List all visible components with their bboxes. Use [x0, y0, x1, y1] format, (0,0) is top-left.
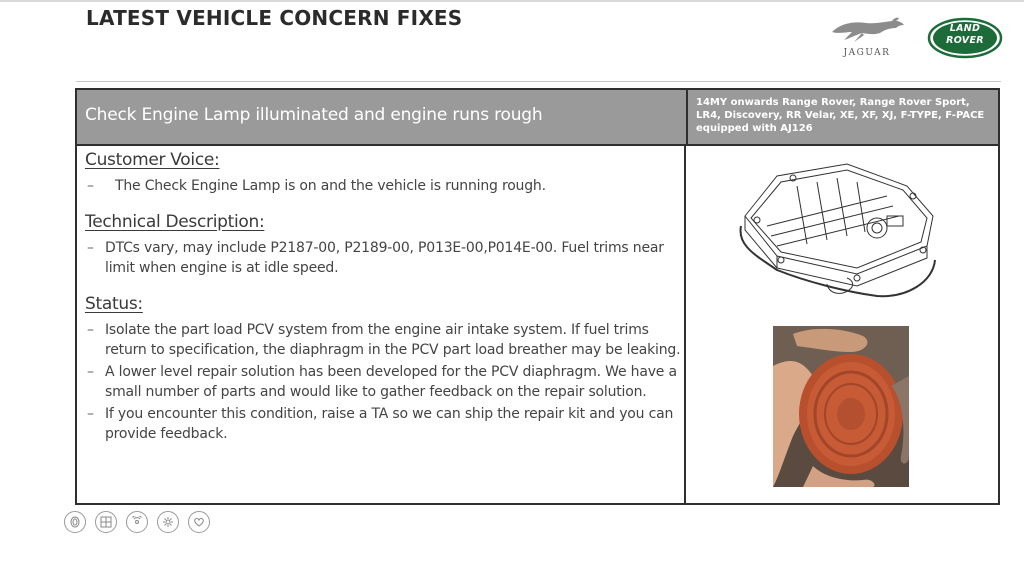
- status-heading: Status:: [85, 294, 143, 314]
- list-item: – A lower level repair solution has been developed for the PCV diaphragm. We have a small number of parts and would like to gather feedback on the repair solution.: [85, 362, 681, 402]
- land-rover-line2: ROVER: [946, 35, 984, 46]
- list-item: – DTCs vary, may include P2187-00, P2189-00, P013E-00,P014E-00. Fuel trims near limit when engine is at idle speed.: [85, 238, 681, 278]
- cam-cover-diagram: [737, 156, 937, 306]
- signal-icon[interactable]: [126, 511, 148, 533]
- top-border: [0, 0, 1024, 2]
- jaguar-logo: [826, 16, 908, 58]
- page-title: LATEST VEHICLE CONCERN FIXES: [86, 6, 463, 30]
- jaguar-wordmark: JAGUAR: [843, 48, 891, 58]
- grid-icon[interactable]: [95, 511, 117, 533]
- concern-title-cell: [77, 90, 686, 144]
- technical-description-section: [85, 212, 681, 278]
- status-list: [85, 320, 681, 444]
- concern-details: [85, 150, 681, 460]
- jaguar-leaper-icon: [826, 16, 908, 46]
- list-item: – Isolate the part load PCV system from the engine air intake system. If fuel trims return to specification, the diaphragm in the PCV part load breather may be leaking.: [85, 320, 681, 360]
- land-rover-wordmark: [927, 23, 1003, 47]
- land-rover-logo: [927, 17, 1003, 59]
- header-row-divider: [77, 144, 998, 146]
- list-item: – If you encounter this condition, raise a TA so we can ship the repair kit and you can provide feedback.: [85, 404, 681, 444]
- customer-voice-list: [85, 176, 681, 196]
- technical-description-heading: Technical Description:: [85, 212, 265, 232]
- fingerprint-icon[interactable]: [64, 511, 86, 533]
- land-rover-line1: LAND: [949, 23, 981, 34]
- applicability-cell: [686, 90, 998, 144]
- concern-title: Check Engine Lamp illuminated and engine runs rough: [85, 105, 543, 125]
- column-divider: [684, 144, 686, 503]
- header-divider: [76, 81, 1001, 82]
- concern-card: [75, 88, 1000, 505]
- status-section: [85, 294, 681, 444]
- gear-icon[interactable]: [157, 511, 179, 533]
- applicability-text: 14MY onwards Range Rover, Range Rover Sport, LR4, Discovery, RR Velar, XE, XF, XJ, F-TYPE, F-PACE equipped with AJ126: [696, 97, 985, 134]
- customer-voice-heading: Customer Voice:: [85, 150, 220, 170]
- pcv-diaphragm-photo: [773, 326, 909, 487]
- heart-icon[interactable]: [188, 511, 210, 533]
- technical-description-list: [85, 238, 681, 278]
- list-item: – The Check Engine Lamp is on and the vehicle is running rough.: [85, 176, 681, 196]
- footer-icon-bar: [64, 511, 210, 533]
- customer-voice-section: [85, 150, 681, 196]
